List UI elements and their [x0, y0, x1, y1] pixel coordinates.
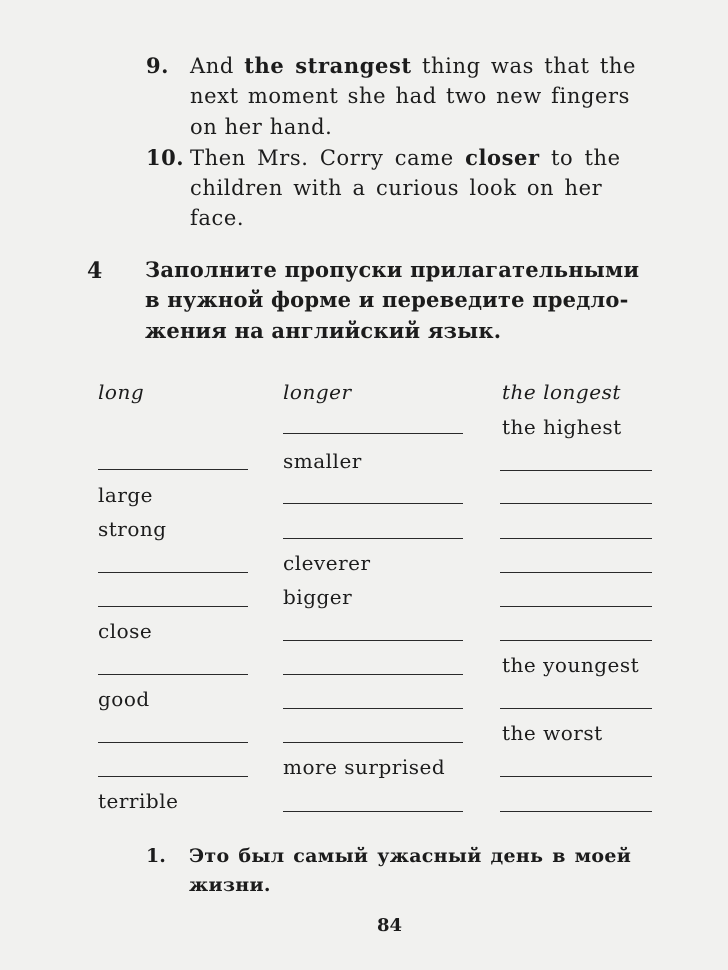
sentence-line: жизни. [189, 874, 271, 896]
table-cell: large [98, 483, 154, 507]
column-header-positive: long [98, 380, 145, 404]
table-cell: bigger [283, 585, 353, 609]
item-text-line: children with a curious look on her [190, 176, 603, 200]
blank-line[interactable] [500, 606, 652, 607]
blank-line[interactable] [283, 640, 463, 641]
item-number: 9. [146, 53, 169, 78]
table-cell: the highest [502, 415, 622, 439]
blank-line[interactable] [98, 469, 248, 470]
blank-line[interactable] [283, 674, 463, 675]
blank-line[interactable] [98, 742, 248, 743]
blank-line[interactable] [500, 811, 652, 812]
item-text-line: on her hand. [190, 115, 333, 139]
blank-line[interactable] [283, 708, 463, 709]
blank-line[interactable] [283, 433, 463, 434]
table-cell: the youngest [502, 653, 640, 677]
blank-line[interactable] [283, 811, 463, 812]
blank-line[interactable] [98, 572, 248, 573]
table-cell: more surprised [283, 755, 446, 779]
blank-line[interactable] [283, 742, 463, 743]
task-instruction-line: Заполните пропуски прилагательными [145, 257, 640, 282]
sentence-number: 1. [146, 845, 166, 867]
task-instruction-line: жения на английский язык. [145, 318, 502, 343]
item-text-line: face. [190, 206, 245, 230]
item-text-line: next moment she had two new fingers [190, 84, 631, 108]
table-cell: close [98, 619, 153, 643]
bold-word: the strangest [244, 53, 412, 78]
table-cell: terrible [98, 789, 179, 813]
blank-line[interactable] [500, 640, 652, 641]
item-number: 10. [146, 145, 185, 170]
blank-line[interactable] [283, 503, 463, 504]
page-number: 84 [377, 915, 403, 936]
bold-word: closer [465, 145, 540, 170]
blank-line[interactable] [98, 606, 248, 607]
blank-line[interactable] [500, 708, 652, 709]
task-instruction-line: в нужной форме и переведите предло- [145, 287, 629, 312]
blank-line[interactable] [500, 572, 652, 573]
item-text-line: And the strangest thing was that the [190, 53, 637, 78]
table-cell: strong [98, 517, 167, 541]
blank-line[interactable] [500, 538, 652, 539]
blank-line[interactable] [283, 538, 463, 539]
table-cell: cleverer [283, 551, 371, 575]
blank-line[interactable] [500, 470, 652, 471]
column-header-superlative: the longest [502, 380, 621, 404]
task-number: 4 [87, 258, 103, 284]
column-header-comparative: longer [283, 380, 352, 404]
table-cell: smaller [283, 449, 362, 473]
sentence-line: Это был самый ужасный день в моей [189, 845, 632, 867]
blank-line[interactable] [500, 503, 652, 504]
table-cell: good [98, 687, 150, 711]
table-cell: the worst [502, 721, 603, 745]
blank-line[interactable] [500, 776, 652, 777]
blank-line[interactable] [98, 776, 248, 777]
blank-line[interactable] [98, 674, 248, 675]
item-text-line: Then Mrs. Corry came closer to the [190, 145, 621, 170]
